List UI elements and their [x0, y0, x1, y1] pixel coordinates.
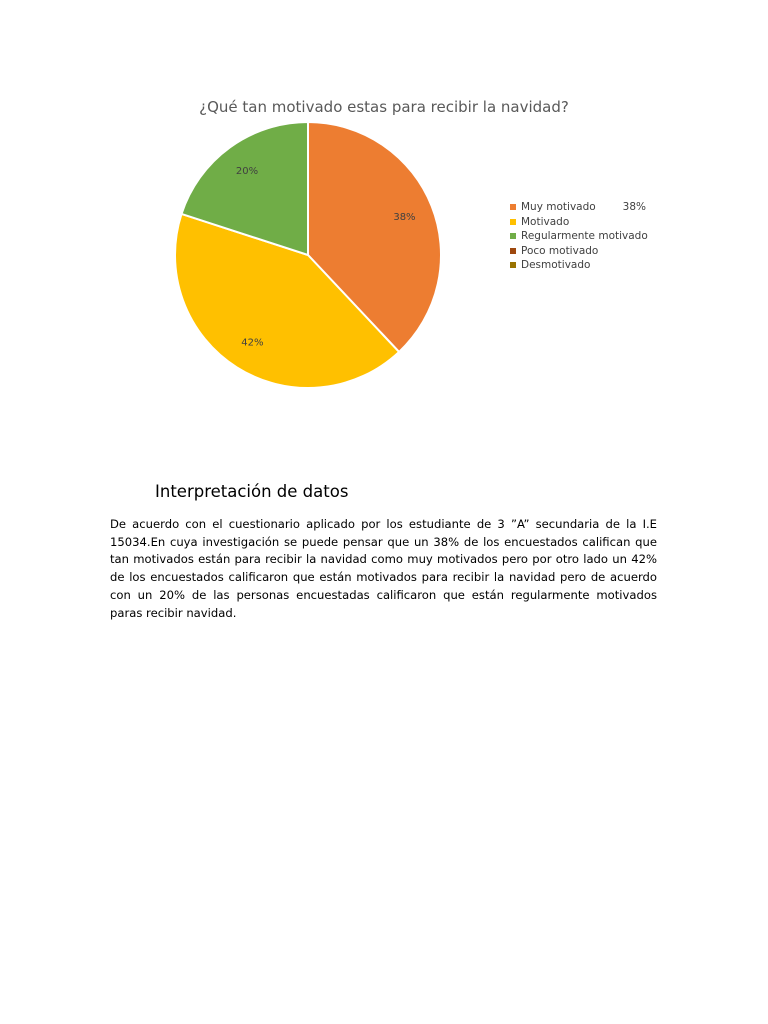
chart-legend: [510, 200, 660, 273]
legend-item: [510, 215, 660, 230]
pie-data-label: 38%: [393, 211, 416, 223]
legend-value: 38%: [622, 201, 646, 214]
legend-swatch: [510, 262, 516, 268]
legend-label: Regularmente motivado: [521, 230, 648, 243]
legend-item: [510, 200, 660, 215]
legend-swatch: [510, 219, 516, 225]
chart-title: ¿Qué tan motivado estas para recibir la navidad?: [199, 98, 569, 116]
legend-item: [510, 258, 660, 273]
interpretation-paragraph: De acuerdo con el cuestionario aplicado por los estudiante de 3 ”A” secundaria de la I.E 15034.En cuya investigación se puede pensar que un 38% de los encuestados califican que tan motivados están para recibir la navidad como muy motivados pero por otro lado un 42% de los encuestados calificaron que están motivados para recibir la navidad pero de acuerdo con un 20% de las personas encuestadas calificaron que están regularmente motivados paras recibir navidad.: [110, 517, 657, 620]
section-heading: Interpretación de datos: [155, 482, 349, 501]
legend-swatch: [510, 233, 516, 239]
legend-label: Motivado: [521, 215, 570, 228]
legend-label: Desmotivado: [521, 259, 591, 272]
legend-item: [510, 229, 660, 244]
legend-label: Muy motivado: [521, 201, 596, 214]
legend-swatch: [510, 248, 516, 254]
pie-data-label: 20%: [235, 166, 259, 178]
legend-label: Poco motivado: [521, 244, 599, 257]
legend-item: [510, 244, 660, 259]
legend-swatch: [510, 204, 516, 210]
pie-data-label: 42%: [241, 337, 264, 349]
